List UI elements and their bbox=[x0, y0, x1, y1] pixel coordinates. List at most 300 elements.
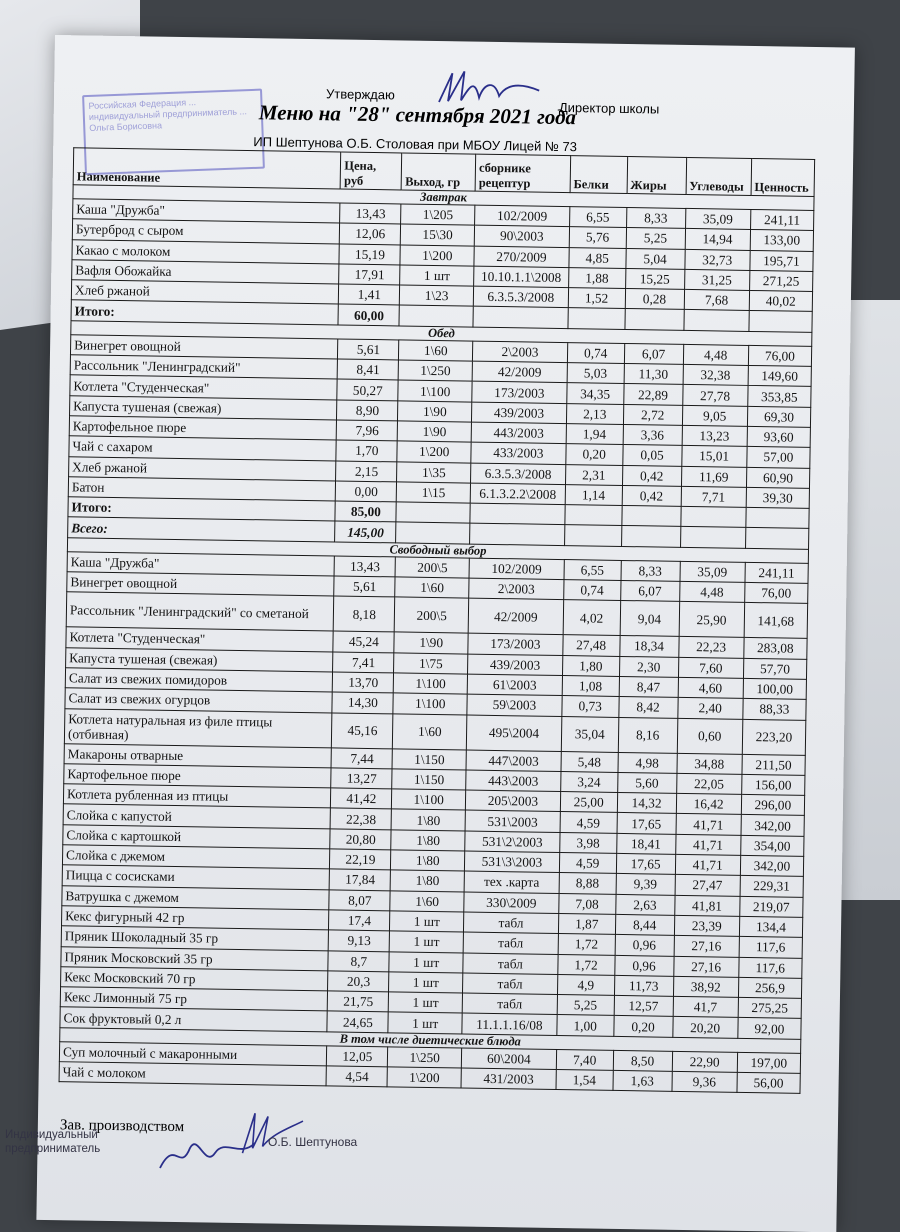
col-header-name: Наименование bbox=[73, 148, 341, 189]
recipe-ref-cell: 447\2003 bbox=[466, 750, 561, 772]
price-cell: 21,75 bbox=[328, 991, 389, 1012]
yield-cell: 1 шт bbox=[388, 1012, 462, 1033]
price-cell: 17,84 bbox=[329, 869, 390, 890]
protein-cell: 1,14 bbox=[565, 484, 622, 505]
dish-name-cell: Хлеб ржаной bbox=[69, 456, 337, 480]
dish-name-cell: Хлеб ржаной bbox=[71, 280, 339, 304]
protein-cell: 5,03 bbox=[567, 363, 624, 384]
carbs-cell: 4,48 bbox=[683, 344, 749, 365]
section-title: Завтрак bbox=[73, 185, 814, 211]
empty-cell bbox=[565, 505, 622, 526]
fat-cell: 3,36 bbox=[623, 424, 682, 445]
recipe-ref-cell: 443/2003 bbox=[471, 422, 566, 444]
yield-cell: 1 шт bbox=[400, 265, 474, 286]
yield-cell: 1\15 bbox=[397, 482, 471, 503]
yield-cell: 1\90 bbox=[398, 421, 472, 442]
yield-cell: 1\100 bbox=[392, 789, 466, 810]
protein-cell: 0,74 bbox=[563, 580, 620, 601]
dish-name-cell: Сок фруктовый 0,2 л bbox=[60, 1007, 328, 1031]
recipe-ref-cell: 10.10.1.1\2008 bbox=[474, 266, 569, 288]
energy-cell: 211,50 bbox=[742, 754, 806, 775]
carbs-cell: 20,20 bbox=[672, 1017, 738, 1038]
empty-cell bbox=[473, 307, 568, 329]
empty-cell bbox=[680, 527, 746, 548]
protein-cell: 4,59 bbox=[559, 853, 616, 874]
recipe-ref-cell: 270/2009 bbox=[474, 246, 569, 268]
price-cell: 7,41 bbox=[333, 652, 394, 673]
dish-name-cell: Суп молочный с макаронными bbox=[59, 1041, 327, 1065]
recipe-ref-cell: 531\3\2003 bbox=[464, 851, 559, 873]
price-cell: 8,07 bbox=[329, 890, 390, 911]
section-title: Обед bbox=[71, 321, 812, 347]
price-cell: 8,18 bbox=[334, 596, 396, 632]
recipe-ref-cell: 6.3.5.3/2008 bbox=[473, 286, 568, 308]
fat-cell: 11,73 bbox=[614, 975, 673, 996]
energy-cell: 141,68 bbox=[744, 603, 808, 639]
approve-label: Утверждаю bbox=[325, 86, 395, 103]
energy-cell: 256,9 bbox=[738, 977, 802, 998]
price-cell: 2,15 bbox=[336, 461, 397, 482]
recipe-ref-cell: 173/2003 bbox=[468, 633, 563, 655]
recipe-ref-cell: 439/2003 bbox=[472, 402, 567, 424]
dish-name-cell: Какао с молоком bbox=[72, 239, 340, 263]
recipe-ref-cell: 6.3.5.3/2008 bbox=[471, 463, 566, 485]
dish-name-cell: Котлета рубленная из птицы bbox=[63, 784, 331, 808]
price-cell: 7,96 bbox=[337, 420, 398, 441]
empty-cell bbox=[680, 507, 746, 528]
fat-cell: 8,42 bbox=[618, 697, 677, 718]
fat-cell: 15,25 bbox=[625, 268, 684, 289]
yield-cell: 15\30 bbox=[401, 224, 475, 245]
protein-cell: 5,76 bbox=[569, 227, 626, 248]
fat-cell: 2,72 bbox=[623, 404, 682, 425]
director-label: Директор школы bbox=[558, 99, 660, 117]
dish-name-cell: Рассольник "Ленинградский" bbox=[70, 355, 338, 379]
energy-cell: 117,6 bbox=[739, 937, 803, 958]
carbs-cell: 27,16 bbox=[673, 956, 739, 977]
menu-document bbox=[36, 35, 855, 1232]
empty-cell bbox=[568, 308, 625, 329]
col-header-recipe: сборнике рецептур bbox=[475, 154, 570, 192]
empty-cell bbox=[749, 311, 813, 332]
protein-cell: 7,08 bbox=[559, 893, 616, 914]
protein-cell: 1,94 bbox=[566, 424, 623, 445]
fat-cell: 8,33 bbox=[626, 207, 685, 228]
recipe-ref-cell: 102/2009 bbox=[469, 558, 564, 580]
dish-name-cell: Макароны отварные bbox=[64, 743, 332, 767]
energy-cell: 88,33 bbox=[743, 699, 807, 720]
energy-cell: 271,25 bbox=[749, 270, 813, 291]
carbs-cell: 4,48 bbox=[679, 581, 745, 602]
fat-cell: 22,89 bbox=[623, 384, 682, 405]
fat-cell: 14,32 bbox=[617, 793, 676, 814]
yield-cell: 1\100 bbox=[394, 673, 468, 694]
recipe-ref-cell: табл bbox=[464, 912, 559, 934]
protein-cell: 27,48 bbox=[563, 635, 620, 656]
carbs-cell: 32,38 bbox=[683, 364, 749, 385]
dish-name-cell: Каша "Дружба" bbox=[67, 552, 335, 576]
price-cell: 9,13 bbox=[328, 930, 389, 951]
empty-cell bbox=[396, 522, 470, 543]
carbs-cell: 14,94 bbox=[685, 229, 751, 250]
yield-cell: 1 шт bbox=[389, 951, 463, 972]
dish-name-cell: Батон bbox=[68, 477, 336, 501]
dish-name-cell: Салат из свежих помидоров bbox=[65, 668, 333, 692]
energy-cell: 57,70 bbox=[743, 658, 807, 679]
dish-name-cell: Котлета "Студенческая" bbox=[70, 375, 338, 399]
yield-cell: 1\150 bbox=[392, 769, 466, 790]
yield-cell: 1\90 bbox=[394, 632, 468, 653]
carbs-cell: 27,47 bbox=[675, 875, 741, 896]
dish-name-cell: Картофельное пюре bbox=[64, 764, 332, 788]
carbs-cell: 16,42 bbox=[676, 793, 742, 814]
carbs-cell: 7,60 bbox=[678, 657, 744, 678]
protein-cell: 8,88 bbox=[559, 873, 616, 894]
recipe-ref-cell: 330\2009 bbox=[464, 892, 559, 914]
recipe-ref-cell: 495\2004 bbox=[466, 715, 561, 751]
carbs-cell: 41,71 bbox=[675, 854, 741, 875]
carbs-cell: 41,81 bbox=[674, 895, 740, 916]
recipe-ref-cell: 173/2003 bbox=[472, 381, 567, 403]
price-cell: 14,30 bbox=[332, 692, 393, 713]
fat-cell: 18,34 bbox=[619, 636, 678, 657]
dish-name-cell: Кекс Московский 70 гр bbox=[61, 967, 329, 991]
col-header-energy: Ценность bbox=[751, 158, 815, 196]
section-title: В том числе диетические блюда bbox=[60, 1027, 801, 1053]
fat-cell: 0,96 bbox=[615, 935, 674, 956]
price-cell: 41,42 bbox=[331, 788, 392, 809]
yield-cell: 1\60 bbox=[390, 890, 464, 911]
fat-cell: 12,57 bbox=[614, 995, 673, 1016]
dish-name-cell: Кекс Лимонный 75 гр bbox=[60, 987, 328, 1011]
recipe-ref-cell: 443\2003 bbox=[466, 770, 561, 792]
total-value: 85,00 bbox=[335, 501, 396, 522]
fat-cell: 0,42 bbox=[622, 485, 681, 506]
protein-cell: 4,59 bbox=[560, 812, 617, 833]
energy-cell: 100,00 bbox=[743, 678, 807, 699]
carbs-cell: 7,68 bbox=[684, 290, 750, 311]
energy-cell: 283,08 bbox=[744, 638, 808, 659]
dish-name-cell: Чай с сахаром bbox=[69, 436, 337, 460]
recipe-ref-cell: табл bbox=[463, 953, 558, 975]
yield-cell: 1\200 bbox=[397, 441, 471, 462]
yield-cell: 1\75 bbox=[394, 653, 468, 674]
fat-cell: 1,63 bbox=[613, 1070, 672, 1091]
price-cell: 22,38 bbox=[330, 808, 391, 829]
total-value: 60,00 bbox=[338, 304, 399, 325]
dish-name-cell: Слойка с капустой bbox=[63, 804, 331, 828]
price-cell: 20,80 bbox=[330, 829, 391, 850]
protein-cell: 1,87 bbox=[558, 913, 615, 934]
dish-name-cell: Винегрет овощной bbox=[70, 335, 338, 359]
recipe-ref-cell: тех .карта bbox=[464, 871, 559, 893]
fat-cell: 11,30 bbox=[624, 364, 683, 385]
yield-cell: 1\80 bbox=[391, 809, 465, 830]
dish-name-cell: Слойка с картошкой bbox=[63, 824, 331, 848]
recipe-ref-cell: 531\2\2003 bbox=[465, 831, 560, 853]
yield-cell: 1\35 bbox=[397, 461, 471, 482]
protein-cell: 1,72 bbox=[558, 934, 615, 955]
protein-cell: 6,55 bbox=[564, 559, 621, 580]
yield-cell: 1\60 bbox=[393, 713, 467, 749]
protein-cell: 5,25 bbox=[557, 995, 614, 1016]
fat-cell: 5,25 bbox=[626, 228, 685, 249]
energy-cell: 229,31 bbox=[740, 876, 804, 897]
protein-cell: 1,54 bbox=[556, 1069, 613, 1090]
dish-name-cell: Пряник Московский 35 гр bbox=[61, 946, 329, 970]
price-cell: 0,00 bbox=[336, 481, 397, 502]
carbs-cell: 35,09 bbox=[685, 208, 751, 229]
total-label: Итого: bbox=[68, 497, 336, 521]
recipe-ref-cell: 439/2003 bbox=[468, 654, 563, 676]
carbs-cell: 34,88 bbox=[677, 753, 743, 774]
price-cell: 8,41 bbox=[337, 359, 398, 380]
energy-cell: 219,07 bbox=[740, 896, 804, 917]
price-cell: 1,41 bbox=[339, 284, 400, 305]
carbs-cell: 27,78 bbox=[682, 385, 748, 406]
carbs-cell: 22,23 bbox=[678, 637, 744, 658]
empty-cell bbox=[625, 309, 684, 330]
section-title: Свободный выбор bbox=[67, 538, 808, 564]
fat-cell: 4,98 bbox=[618, 752, 677, 773]
yield-cell: 1\80 bbox=[391, 830, 465, 851]
protein-cell: 1,72 bbox=[558, 954, 615, 975]
ip-name-label: О.Б. Шептунова bbox=[268, 1135, 358, 1149]
energy-cell: 56,00 bbox=[737, 1072, 801, 1093]
col-header-protein: Белки bbox=[570, 156, 627, 194]
menu-table bbox=[59, 147, 816, 1094]
fat-cell: 18,41 bbox=[616, 833, 675, 854]
price-cell: 17,4 bbox=[329, 910, 390, 931]
yield-cell: 1\205 bbox=[401, 204, 475, 225]
empty-cell bbox=[564, 525, 621, 546]
price-cell: 15,19 bbox=[339, 244, 400, 265]
yield-cell: 1\90 bbox=[398, 401, 472, 422]
price-cell: 8,90 bbox=[337, 400, 398, 421]
empty-cell bbox=[746, 508, 810, 529]
yield-cell: 1\60 bbox=[399, 340, 473, 361]
yield-cell: 1\200 bbox=[400, 245, 474, 266]
protein-cell: 0,74 bbox=[567, 342, 624, 363]
stamp-text: Российская Федерация ... индивидуальный предприниматель ... Ольга Борисовна bbox=[88, 97, 248, 133]
protein-cell: 0,73 bbox=[562, 696, 619, 717]
price-cell: 24,65 bbox=[327, 1011, 388, 1032]
fat-cell: 2,63 bbox=[615, 894, 674, 915]
recipe-ref-cell: 6.1.3.2.2\2008 bbox=[470, 483, 565, 505]
protein-cell: 7,40 bbox=[556, 1049, 613, 1070]
dish-name-cell: Бутерброд с сыром bbox=[72, 219, 340, 243]
fat-cell: 8,50 bbox=[613, 1050, 672, 1071]
recipe-ref-cell: 531\2003 bbox=[465, 810, 560, 832]
energy-cell: 92,00 bbox=[738, 1018, 802, 1039]
fat-cell: 5,04 bbox=[626, 248, 685, 269]
protein-cell: 1,80 bbox=[562, 655, 619, 676]
recipe-ref-cell: 61\2003 bbox=[467, 674, 562, 696]
energy-cell: 342,00 bbox=[740, 855, 804, 876]
yield-cell: 1\23 bbox=[400, 285, 474, 306]
carbs-cell: 11,69 bbox=[681, 466, 747, 487]
carbs-cell: 25,90 bbox=[679, 602, 745, 638]
dish-name-cell: Картофельное пюре bbox=[69, 416, 337, 440]
dish-name-cell: Пряник Шоколадный 35 гр bbox=[61, 926, 329, 950]
protein-cell: 2,31 bbox=[565, 464, 622, 485]
fat-cell: 9,04 bbox=[620, 601, 679, 637]
fat-cell: 0,28 bbox=[625, 289, 684, 310]
yield-cell: 1\100 bbox=[398, 380, 472, 401]
carbs-cell: 35,09 bbox=[680, 561, 746, 582]
yield-cell: 1 шт bbox=[390, 911, 464, 932]
dish-name-cell: Каша "Дружба" bbox=[73, 199, 341, 223]
protein-cell: 1,52 bbox=[568, 288, 625, 309]
price-cell: 45,24 bbox=[333, 631, 394, 652]
dish-name-cell: Вафля Обожайка bbox=[72, 260, 340, 284]
price-cell: 22,19 bbox=[330, 849, 391, 870]
fat-cell: 0,96 bbox=[614, 955, 673, 976]
price-cell: 1,70 bbox=[336, 440, 397, 461]
recipe-ref-cell: 433/2003 bbox=[471, 442, 566, 464]
price-cell: 50,27 bbox=[337, 379, 398, 400]
energy-cell: 60,90 bbox=[746, 467, 810, 488]
carbs-cell: 22,05 bbox=[676, 773, 742, 794]
table-body bbox=[59, 185, 814, 1094]
recipe-ref-cell: 59\2003 bbox=[467, 694, 562, 716]
yield-cell: 1\200 bbox=[387, 1067, 461, 1088]
carbs-cell: 13,23 bbox=[682, 425, 748, 446]
protein-cell: 1,00 bbox=[557, 1015, 614, 1036]
empty-cell bbox=[621, 506, 680, 527]
energy-cell: 241,11 bbox=[750, 209, 814, 230]
col-header-fat: Жиры bbox=[627, 157, 687, 195]
price-cell: 7,44 bbox=[331, 747, 392, 768]
fat-cell: 6,07 bbox=[624, 343, 683, 364]
protein-cell: 3,98 bbox=[560, 832, 617, 853]
price-cell: 12,05 bbox=[327, 1046, 388, 1067]
recipe-ref-cell: табл bbox=[463, 932, 558, 954]
page-title: Меню на "28" сентября 2021 года bbox=[258, 100, 577, 130]
fat-cell: 8,16 bbox=[618, 717, 677, 753]
fat-cell: 8,44 bbox=[615, 914, 674, 935]
col-header-price: Цена, руб bbox=[340, 152, 402, 190]
carbs-cell: 9,05 bbox=[682, 405, 748, 426]
fat-cell: 8,33 bbox=[621, 560, 680, 581]
energy-cell: 93,60 bbox=[747, 426, 811, 447]
protein-cell: 2,13 bbox=[566, 403, 623, 424]
price-cell: 12,06 bbox=[340, 223, 401, 244]
carbs-cell: 27,16 bbox=[674, 936, 740, 957]
recipe-ref-cell: 2\2003 bbox=[469, 578, 564, 600]
price-cell: 17,91 bbox=[339, 264, 400, 285]
total-label: Итого: bbox=[71, 300, 339, 324]
recipe-ref-cell: 60\2004 bbox=[461, 1048, 556, 1070]
protein-cell: 0,20 bbox=[566, 444, 623, 465]
recipe-ref-cell: 2\2003 bbox=[472, 341, 567, 363]
recipe-ref-cell: табл bbox=[462, 993, 557, 1015]
energy-cell: 117,6 bbox=[739, 957, 803, 978]
energy-cell: 40,02 bbox=[749, 291, 813, 312]
recipe-ref-cell: табл bbox=[463, 973, 558, 995]
col-header-carbs: Углеводы bbox=[686, 157, 752, 195]
empty-cell bbox=[621, 526, 680, 547]
carbs-cell: 4,60 bbox=[678, 677, 744, 698]
fat-cell: 0,05 bbox=[622, 445, 681, 466]
dish-name-cell: Чай с молоком bbox=[59, 1062, 327, 1086]
carbs-cell: 23,39 bbox=[674, 915, 740, 936]
dish-name-cell: Пицца с сосисками bbox=[62, 865, 330, 889]
fat-cell: 2,30 bbox=[619, 656, 678, 677]
energy-cell: 241,11 bbox=[745, 562, 809, 583]
protein-cell: 1,88 bbox=[568, 267, 625, 288]
energy-cell: 353,85 bbox=[748, 386, 812, 407]
price-cell: 13,43 bbox=[334, 556, 395, 577]
yield-cell: 1\250 bbox=[399, 360, 473, 381]
dish-name-cell: Котлета "Студенческая" bbox=[66, 627, 334, 651]
carbs-cell: 22,90 bbox=[672, 1051, 738, 1072]
recipe-ref-cell: 431/2003 bbox=[461, 1068, 556, 1090]
energy-cell: 195,71 bbox=[750, 250, 814, 271]
fat-cell: 0,20 bbox=[613, 1016, 672, 1037]
energy-cell: 342,00 bbox=[741, 815, 805, 836]
recipe-ref-cell: 102/2009 bbox=[475, 205, 570, 227]
dish-name-cell: Капуста тушеная (свежая) bbox=[70, 395, 338, 419]
yield-cell: 1 шт bbox=[390, 931, 464, 952]
price-cell: 5,61 bbox=[338, 339, 399, 360]
yield-cell: 1\80 bbox=[391, 850, 465, 871]
protein-cell: 6,55 bbox=[569, 207, 626, 228]
protein-cell: 5,48 bbox=[561, 751, 618, 772]
recipe-ref-cell: 205\2003 bbox=[465, 790, 560, 812]
empty-cell bbox=[470, 524, 565, 546]
dish-name-cell: Салат из свежих огурцов bbox=[65, 688, 333, 712]
energy-cell: 69,30 bbox=[747, 406, 811, 427]
ip-role-label: Индивидуальный предприниматель bbox=[5, 1129, 101, 1155]
total-value: 145,00 bbox=[335, 521, 396, 542]
yield-cell: 1\100 bbox=[393, 693, 467, 714]
empty-cell bbox=[399, 305, 473, 326]
fat-cell: 9,39 bbox=[616, 874, 675, 895]
carbs-cell: 9,36 bbox=[672, 1071, 738, 1092]
price-cell: 8,7 bbox=[328, 950, 389, 971]
price-cell: 13,70 bbox=[333, 672, 394, 693]
fat-cell: 6,07 bbox=[620, 580, 679, 601]
col-header-yield: Выход, гр bbox=[401, 153, 475, 191]
empty-cell bbox=[745, 528, 809, 549]
price-cell: 4,54 bbox=[326, 1066, 387, 1087]
empty-cell bbox=[470, 503, 565, 525]
carbs-cell: 38,92 bbox=[673, 976, 739, 997]
yield-cell: 1\80 bbox=[390, 870, 464, 891]
fat-cell: 8,47 bbox=[619, 676, 678, 697]
recipe-ref-cell: 42/2009 bbox=[468, 598, 563, 634]
energy-cell: 57,00 bbox=[747, 447, 811, 468]
energy-cell: 76,00 bbox=[748, 345, 812, 366]
price-cell: 13,43 bbox=[340, 203, 401, 224]
dish-name-cell: Капуста тушеная (свежая) bbox=[66, 647, 334, 671]
energy-cell: 156,00 bbox=[741, 774, 805, 795]
energy-cell: 134,4 bbox=[739, 916, 803, 937]
energy-cell: 275,25 bbox=[738, 997, 802, 1018]
protein-cell: 35,04 bbox=[561, 716, 618, 752]
price-cell: 45,16 bbox=[332, 712, 394, 748]
energy-cell: 133,00 bbox=[750, 230, 814, 251]
yield-cell: 1\150 bbox=[392, 748, 466, 769]
energy-cell: 76,00 bbox=[744, 582, 808, 603]
price-cell: 13,27 bbox=[331, 768, 392, 789]
carbs-cell: 7,71 bbox=[681, 486, 747, 507]
carbs-cell: 0,60 bbox=[677, 718, 743, 754]
ip-signature bbox=[150, 1128, 260, 1178]
carbs-cell: 41,71 bbox=[676, 814, 742, 835]
carbs-cell: 41,7 bbox=[673, 996, 739, 1017]
